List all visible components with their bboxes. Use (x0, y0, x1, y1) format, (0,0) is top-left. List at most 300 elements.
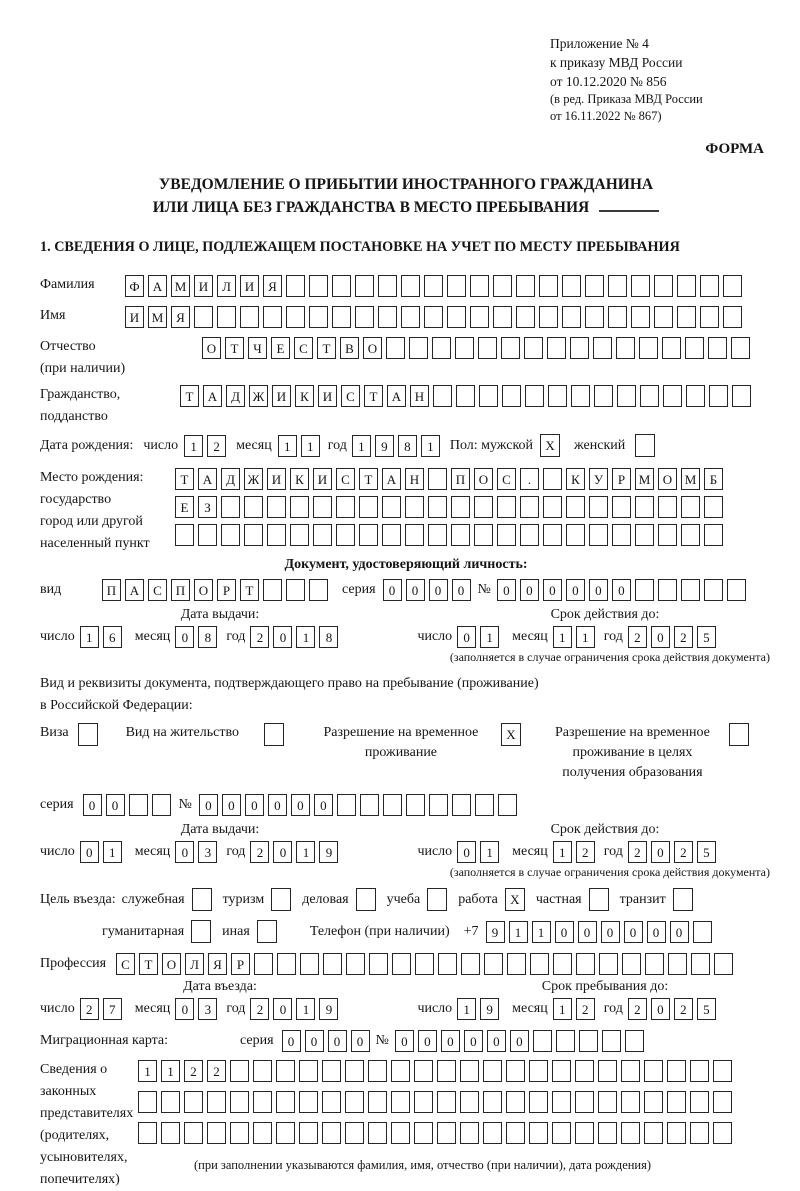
char-cell[interactable]: 1 (553, 841, 572, 863)
purpose-option-checkbox[interactable]: X (505, 888, 525, 911)
char-cell[interactable]: 2 (250, 841, 269, 863)
char-cell[interactable] (138, 1091, 157, 1113)
char-cell[interactable]: 0 (222, 794, 241, 816)
char-cell[interactable] (207, 1091, 226, 1113)
char-cell[interactable]: Н (410, 385, 429, 407)
char-cell[interactable] (276, 1091, 295, 1113)
char-cell[interactable]: З (198, 496, 217, 518)
char-cell[interactable] (254, 953, 273, 975)
birth-year-cells[interactable] (352, 435, 444, 457)
char-cell[interactable]: 0 (651, 626, 670, 648)
char-cell[interactable]: 1 (553, 998, 572, 1020)
char-cell[interactable]: 0 (452, 579, 471, 601)
char-cell[interactable] (309, 275, 328, 297)
char-cell[interactable] (194, 306, 213, 328)
char-cell[interactable] (529, 1060, 548, 1082)
char-cell[interactable]: Д (221, 468, 240, 490)
char-cell[interactable] (240, 306, 259, 328)
char-cell[interactable] (286, 306, 305, 328)
char-cell[interactable] (553, 953, 572, 975)
char-cell[interactable]: 0 (406, 579, 425, 601)
char-cell[interactable] (602, 1030, 621, 1052)
char-cell[interactable]: 1 (352, 435, 371, 457)
permit-issue-day-cells[interactable] (80, 841, 126, 863)
char-cell[interactable]: Т (317, 337, 336, 359)
char-cell[interactable]: 1 (553, 626, 572, 648)
entry-month-cells[interactable] (175, 998, 221, 1020)
visa-checkbox[interactable] (78, 723, 98, 746)
char-cell[interactable] (198, 524, 217, 546)
char-cell[interactable] (598, 1060, 617, 1082)
char-cell[interactable]: 0 (670, 921, 689, 943)
char-cell[interactable]: 1 (296, 626, 315, 648)
char-cell[interactable] (713, 1060, 732, 1082)
char-cell[interactable] (369, 953, 388, 975)
char-cell[interactable] (621, 1122, 640, 1144)
char-cell[interactable] (230, 1060, 249, 1082)
char-cell[interactable] (552, 1122, 571, 1144)
char-cell[interactable]: Я (171, 306, 190, 328)
char-cell[interactable]: И (313, 468, 332, 490)
char-cell[interactable]: 7 (103, 998, 122, 1020)
char-cell[interactable] (336, 524, 355, 546)
char-cell[interactable] (598, 1091, 617, 1113)
char-cell[interactable]: 0 (429, 579, 448, 601)
char-cell[interactable]: Я (208, 953, 227, 975)
char-cell[interactable]: 0 (418, 1030, 437, 1052)
char-cell[interactable]: 2 (250, 998, 269, 1020)
char-cell[interactable] (575, 1060, 594, 1082)
migration-number-cells[interactable] (395, 1030, 648, 1052)
char-cell[interactable] (152, 794, 171, 816)
char-cell[interactable] (424, 275, 443, 297)
char-cell[interactable] (539, 306, 558, 328)
char-cell[interactable] (368, 1091, 387, 1113)
migration-series-cells[interactable] (282, 1030, 374, 1052)
char-cell[interactable]: Я (263, 275, 282, 297)
char-cell[interactable] (662, 337, 681, 359)
permit-series-cells[interactable] (83, 794, 175, 816)
char-cell[interactable] (332, 275, 351, 297)
char-cell[interactable] (690, 1122, 709, 1144)
char-cell[interactable] (474, 496, 493, 518)
char-cell[interactable] (571, 385, 590, 407)
char-cell[interactable] (566, 496, 585, 518)
char-cell[interactable]: 0 (651, 998, 670, 1020)
char-cell[interactable] (217, 306, 236, 328)
char-cell[interactable]: 2 (207, 1060, 226, 1082)
char-cell[interactable]: 2 (628, 998, 647, 1020)
char-cell[interactable] (383, 794, 402, 816)
doc-valid-day-cells[interactable] (457, 626, 503, 648)
char-cell[interactable]: 0 (601, 921, 620, 943)
char-cell[interactable]: Т (175, 468, 194, 490)
char-cell[interactable] (533, 1030, 552, 1052)
char-cell[interactable]: Р (612, 468, 631, 490)
char-cell[interactable]: Б (704, 468, 723, 490)
char-cell[interactable] (622, 953, 641, 975)
char-cell[interactable]: 0 (520, 579, 539, 601)
char-cell[interactable] (432, 337, 451, 359)
char-cell[interactable]: 0 (291, 794, 310, 816)
char-cell[interactable]: 0 (328, 1030, 347, 1052)
char-cell[interactable] (346, 953, 365, 975)
char-cell[interactable]: К (566, 468, 585, 490)
char-cell[interactable]: М (148, 306, 167, 328)
char-cell[interactable]: 2 (250, 626, 269, 648)
char-cell[interactable] (570, 337, 589, 359)
char-cell[interactable]: И (272, 385, 291, 407)
char-cell[interactable] (451, 496, 470, 518)
char-cell[interactable] (700, 275, 719, 297)
birth-place-cells-row1[interactable] (175, 468, 727, 490)
char-cell[interactable] (428, 496, 447, 518)
char-cell[interactable] (460, 1091, 479, 1113)
char-cell[interactable] (322, 1091, 341, 1113)
char-cell[interactable]: 0 (589, 579, 608, 601)
char-cell[interactable] (668, 953, 687, 975)
char-cell[interactable] (286, 275, 305, 297)
char-cell[interactable] (138, 1122, 157, 1144)
char-cell[interactable] (253, 1060, 272, 1082)
char-cell[interactable] (253, 1122, 272, 1144)
char-cell[interactable]: 3 (198, 841, 217, 863)
char-cell[interactable] (337, 794, 356, 816)
char-cell[interactable] (299, 1060, 318, 1082)
char-cell[interactable]: 9 (480, 998, 499, 1020)
char-cell[interactable]: А (198, 468, 217, 490)
char-cell[interactable] (323, 953, 342, 975)
char-cell[interactable] (414, 1122, 433, 1144)
char-cell[interactable] (460, 1122, 479, 1144)
char-cell[interactable] (529, 1122, 548, 1144)
doc-series-cells[interactable] (383, 579, 475, 601)
char-cell[interactable]: 1 (296, 841, 315, 863)
char-cell[interactable]: Ч (248, 337, 267, 359)
char-cell[interactable]: 2 (674, 998, 693, 1020)
birth-place-cells-row3[interactable] (175, 524, 727, 546)
char-cell[interactable] (368, 1122, 387, 1144)
char-cell[interactable] (708, 337, 727, 359)
char-cell[interactable] (658, 496, 677, 518)
char-cell[interactable]: Т (225, 337, 244, 359)
char-cell[interactable] (612, 524, 631, 546)
char-cell[interactable] (359, 496, 378, 518)
temp-permit-checkbox[interactable]: X (501, 723, 521, 746)
char-cell[interactable] (667, 1060, 686, 1082)
char-cell[interactable] (709, 385, 728, 407)
char-cell[interactable] (506, 1091, 525, 1113)
char-cell[interactable] (498, 794, 517, 816)
char-cell[interactable] (452, 794, 471, 816)
stay-day-cells[interactable] (457, 998, 503, 1020)
char-cell[interactable]: 0 (497, 579, 516, 601)
char-cell[interactable]: 5 (697, 626, 716, 648)
char-cell[interactable]: 8 (398, 435, 417, 457)
char-cell[interactable]: 1 (296, 998, 315, 1020)
char-cell[interactable]: А (203, 385, 222, 407)
char-cell[interactable] (479, 385, 498, 407)
char-cell[interactable] (253, 1091, 272, 1113)
char-cell[interactable] (690, 1091, 709, 1113)
char-cell[interactable] (244, 524, 263, 546)
char-cell[interactable]: 0 (83, 794, 102, 816)
char-cell[interactable]: 9 (375, 435, 394, 457)
char-cell[interactable] (562, 275, 581, 297)
char-cell[interactable] (516, 275, 535, 297)
char-cell[interactable]: Л (185, 953, 204, 975)
char-cell[interactable] (161, 1122, 180, 1144)
char-cell[interactable] (405, 496, 424, 518)
stay-year-cells[interactable] (628, 998, 720, 1020)
char-cell[interactable] (493, 306, 512, 328)
char-cell[interactable] (415, 953, 434, 975)
char-cell[interactable] (267, 524, 286, 546)
permit-issue-year-cells[interactable] (250, 841, 342, 863)
permit-valid-month-cells[interactable] (553, 841, 599, 863)
char-cell[interactable]: П (171, 579, 190, 601)
char-cell[interactable] (681, 579, 700, 601)
char-cell[interactable] (520, 496, 539, 518)
char-cell[interactable] (520, 524, 539, 546)
char-cell[interactable]: М (171, 275, 190, 297)
char-cell[interactable] (667, 1122, 686, 1144)
char-cell[interactable]: Т (139, 953, 158, 975)
char-cell[interactable]: 6 (103, 626, 122, 648)
char-cell[interactable] (175, 524, 194, 546)
char-cell[interactable] (345, 1122, 364, 1144)
char-cell[interactable] (378, 275, 397, 297)
char-cell[interactable] (221, 496, 240, 518)
char-cell[interactable]: 5 (697, 998, 716, 1020)
char-cell[interactable]: 1 (184, 435, 203, 457)
char-cell[interactable]: 1 (480, 626, 499, 648)
char-cell[interactable] (299, 1122, 318, 1144)
char-cell[interactable] (693, 921, 712, 943)
char-cell[interactable]: 0 (624, 921, 643, 943)
char-cell[interactable] (506, 1060, 525, 1082)
char-cell[interactable]: 1 (103, 841, 122, 863)
char-cell[interactable]: 0 (273, 841, 292, 863)
char-cell[interactable]: Р (231, 953, 250, 975)
char-cell[interactable] (530, 953, 549, 975)
char-cell[interactable] (502, 385, 521, 407)
char-cell[interactable]: Е (271, 337, 290, 359)
purpose-option-checkbox[interactable] (589, 888, 609, 911)
char-cell[interactable] (576, 953, 595, 975)
char-cell[interactable] (686, 385, 705, 407)
char-cell[interactable]: О (363, 337, 382, 359)
char-cell[interactable]: 2 (628, 626, 647, 648)
char-cell[interactable]: С (497, 468, 516, 490)
char-cell[interactable] (230, 1122, 249, 1144)
char-cell[interactable]: И (125, 306, 144, 328)
char-cell[interactable]: 0 (245, 794, 264, 816)
char-cell[interactable] (566, 524, 585, 546)
purpose-option-checkbox[interactable] (356, 888, 376, 911)
phone-cells[interactable] (486, 921, 716, 943)
char-cell[interactable]: 0 (282, 1030, 301, 1052)
char-cell[interactable] (382, 496, 401, 518)
char-cell[interactable]: 0 (273, 998, 292, 1020)
char-cell[interactable] (456, 385, 475, 407)
purpose-option-checkbox[interactable] (427, 888, 447, 911)
gender-female-checkbox[interactable] (635, 434, 655, 457)
char-cell[interactable] (478, 337, 497, 359)
char-cell[interactable] (713, 1091, 732, 1113)
char-cell[interactable] (230, 1091, 249, 1113)
char-cell[interactable] (608, 275, 627, 297)
char-cell[interactable]: 1 (301, 435, 320, 457)
char-cell[interactable]: С (294, 337, 313, 359)
char-cell[interactable]: У (589, 468, 608, 490)
char-cell[interactable]: 5 (697, 841, 716, 863)
doc-valid-month-cells[interactable] (553, 626, 599, 648)
edu-permit-checkbox[interactable] (729, 723, 749, 746)
char-cell[interactable]: 1 (457, 998, 476, 1020)
char-cell[interactable] (392, 953, 411, 975)
char-cell[interactable] (598, 1122, 617, 1144)
char-cell[interactable]: Ж (244, 468, 263, 490)
purpose-option-checkbox[interactable] (673, 888, 693, 911)
char-cell[interactable] (599, 953, 618, 975)
char-cell[interactable] (658, 524, 677, 546)
char-cell[interactable]: С (148, 579, 167, 601)
char-cell[interactable]: 9 (319, 998, 338, 1020)
char-cell[interactable] (299, 1091, 318, 1113)
char-cell[interactable]: Ж (249, 385, 268, 407)
char-cell[interactable] (355, 275, 374, 297)
char-cell[interactable] (507, 953, 526, 975)
char-cell[interactable] (276, 1060, 295, 1082)
char-cell[interactable]: 0 (175, 841, 194, 863)
char-cell[interactable]: 0 (510, 1030, 529, 1052)
char-cell[interactable]: О (162, 953, 181, 975)
char-cell[interactable] (713, 1122, 732, 1144)
char-cell[interactable] (635, 524, 654, 546)
birth-month-cells[interactable] (278, 435, 324, 457)
char-cell[interactable] (529, 1091, 548, 1113)
char-cell[interactable] (681, 524, 700, 546)
char-cell[interactable]: 0 (647, 921, 666, 943)
char-cell[interactable] (309, 306, 328, 328)
char-cell[interactable]: 0 (578, 921, 597, 943)
entry-day-cells[interactable] (80, 998, 126, 1020)
char-cell[interactable]: С (341, 385, 360, 407)
char-cell[interactable] (401, 275, 420, 297)
profession-cells[interactable] (116, 953, 737, 975)
char-cell[interactable] (516, 306, 535, 328)
char-cell[interactable] (322, 1060, 341, 1082)
char-cell[interactable] (621, 1060, 640, 1082)
birth-day-cells[interactable] (184, 435, 230, 457)
char-cell[interactable] (184, 1091, 203, 1113)
char-cell[interactable]: 8 (319, 626, 338, 648)
char-cell[interactable] (575, 1122, 594, 1144)
char-cell[interactable]: 1 (532, 921, 551, 943)
char-cell[interactable] (621, 1091, 640, 1113)
doc-valid-year-cells[interactable] (628, 626, 720, 648)
char-cell[interactable]: 1 (421, 435, 440, 457)
char-cell[interactable]: Т (359, 468, 378, 490)
representatives-cells-row1[interactable] (138, 1060, 736, 1082)
char-cell[interactable] (608, 306, 627, 328)
representatives-cells-row3[interactable] (138, 1122, 736, 1144)
birth-place-cells-row2[interactable] (175, 496, 727, 518)
char-cell[interactable]: И (194, 275, 213, 297)
char-cell[interactable] (461, 953, 480, 975)
char-cell[interactable] (447, 306, 466, 328)
char-cell[interactable] (391, 1122, 410, 1144)
char-cell[interactable] (654, 306, 673, 328)
char-cell[interactable] (543, 496, 562, 518)
char-cell[interactable]: Д (226, 385, 245, 407)
purpose-option-checkbox[interactable] (257, 920, 277, 943)
char-cell[interactable]: О (202, 337, 221, 359)
char-cell[interactable] (524, 337, 543, 359)
permit-valid-year-cells[interactable] (628, 841, 720, 863)
char-cell[interactable] (585, 275, 604, 297)
char-cell[interactable] (594, 385, 613, 407)
char-cell[interactable]: 0 (383, 579, 402, 601)
char-cell[interactable] (286, 579, 305, 601)
char-cell[interactable] (391, 1091, 410, 1113)
char-cell[interactable] (474, 524, 493, 546)
char-cell[interactable] (433, 385, 452, 407)
char-cell[interactable] (543, 524, 562, 546)
char-cell[interactable] (437, 1091, 456, 1113)
char-cell[interactable]: О (474, 468, 493, 490)
char-cell[interactable]: 1 (576, 626, 595, 648)
char-cell[interactable]: 9 (486, 921, 505, 943)
char-cell[interactable] (207, 1122, 226, 1144)
char-cell[interactable]: М (681, 468, 700, 490)
char-cell[interactable] (635, 496, 654, 518)
char-cell[interactable] (625, 1030, 644, 1052)
doc-number-cells[interactable] (497, 579, 750, 601)
char-cell[interactable]: 0 (351, 1030, 370, 1052)
char-cell[interactable]: 0 (175, 998, 194, 1020)
char-cell[interactable]: 2 (576, 841, 595, 863)
char-cell[interactable] (455, 337, 474, 359)
char-cell[interactable] (336, 496, 355, 518)
char-cell[interactable]: 2 (674, 841, 693, 863)
char-cell[interactable]: 0 (543, 579, 562, 601)
char-cell[interactable]: О (658, 468, 677, 490)
char-cell[interactable] (631, 306, 650, 328)
char-cell[interactable]: 0 (555, 921, 574, 943)
char-cell[interactable] (424, 306, 443, 328)
name-cells[interactable] (125, 306, 746, 328)
char-cell[interactable] (663, 385, 682, 407)
char-cell[interactable]: 2 (207, 435, 226, 457)
char-cell[interactable]: 0 (106, 794, 125, 816)
citizenship-cells[interactable] (180, 385, 755, 407)
char-cell[interactable] (640, 385, 659, 407)
char-cell[interactable]: Т (364, 385, 383, 407)
char-cell[interactable]: 2 (184, 1060, 203, 1082)
char-cell[interactable] (437, 1122, 456, 1144)
char-cell[interactable]: 1 (161, 1060, 180, 1082)
char-cell[interactable] (644, 1122, 663, 1144)
char-cell[interactable] (313, 496, 332, 518)
char-cell[interactable]: 0 (487, 1030, 506, 1052)
char-cell[interactable]: 3 (198, 998, 217, 1020)
char-cell[interactable] (447, 275, 466, 297)
char-cell[interactable] (700, 306, 719, 328)
char-cell[interactable] (470, 306, 489, 328)
permit-issue-month-cells[interactable] (175, 841, 221, 863)
